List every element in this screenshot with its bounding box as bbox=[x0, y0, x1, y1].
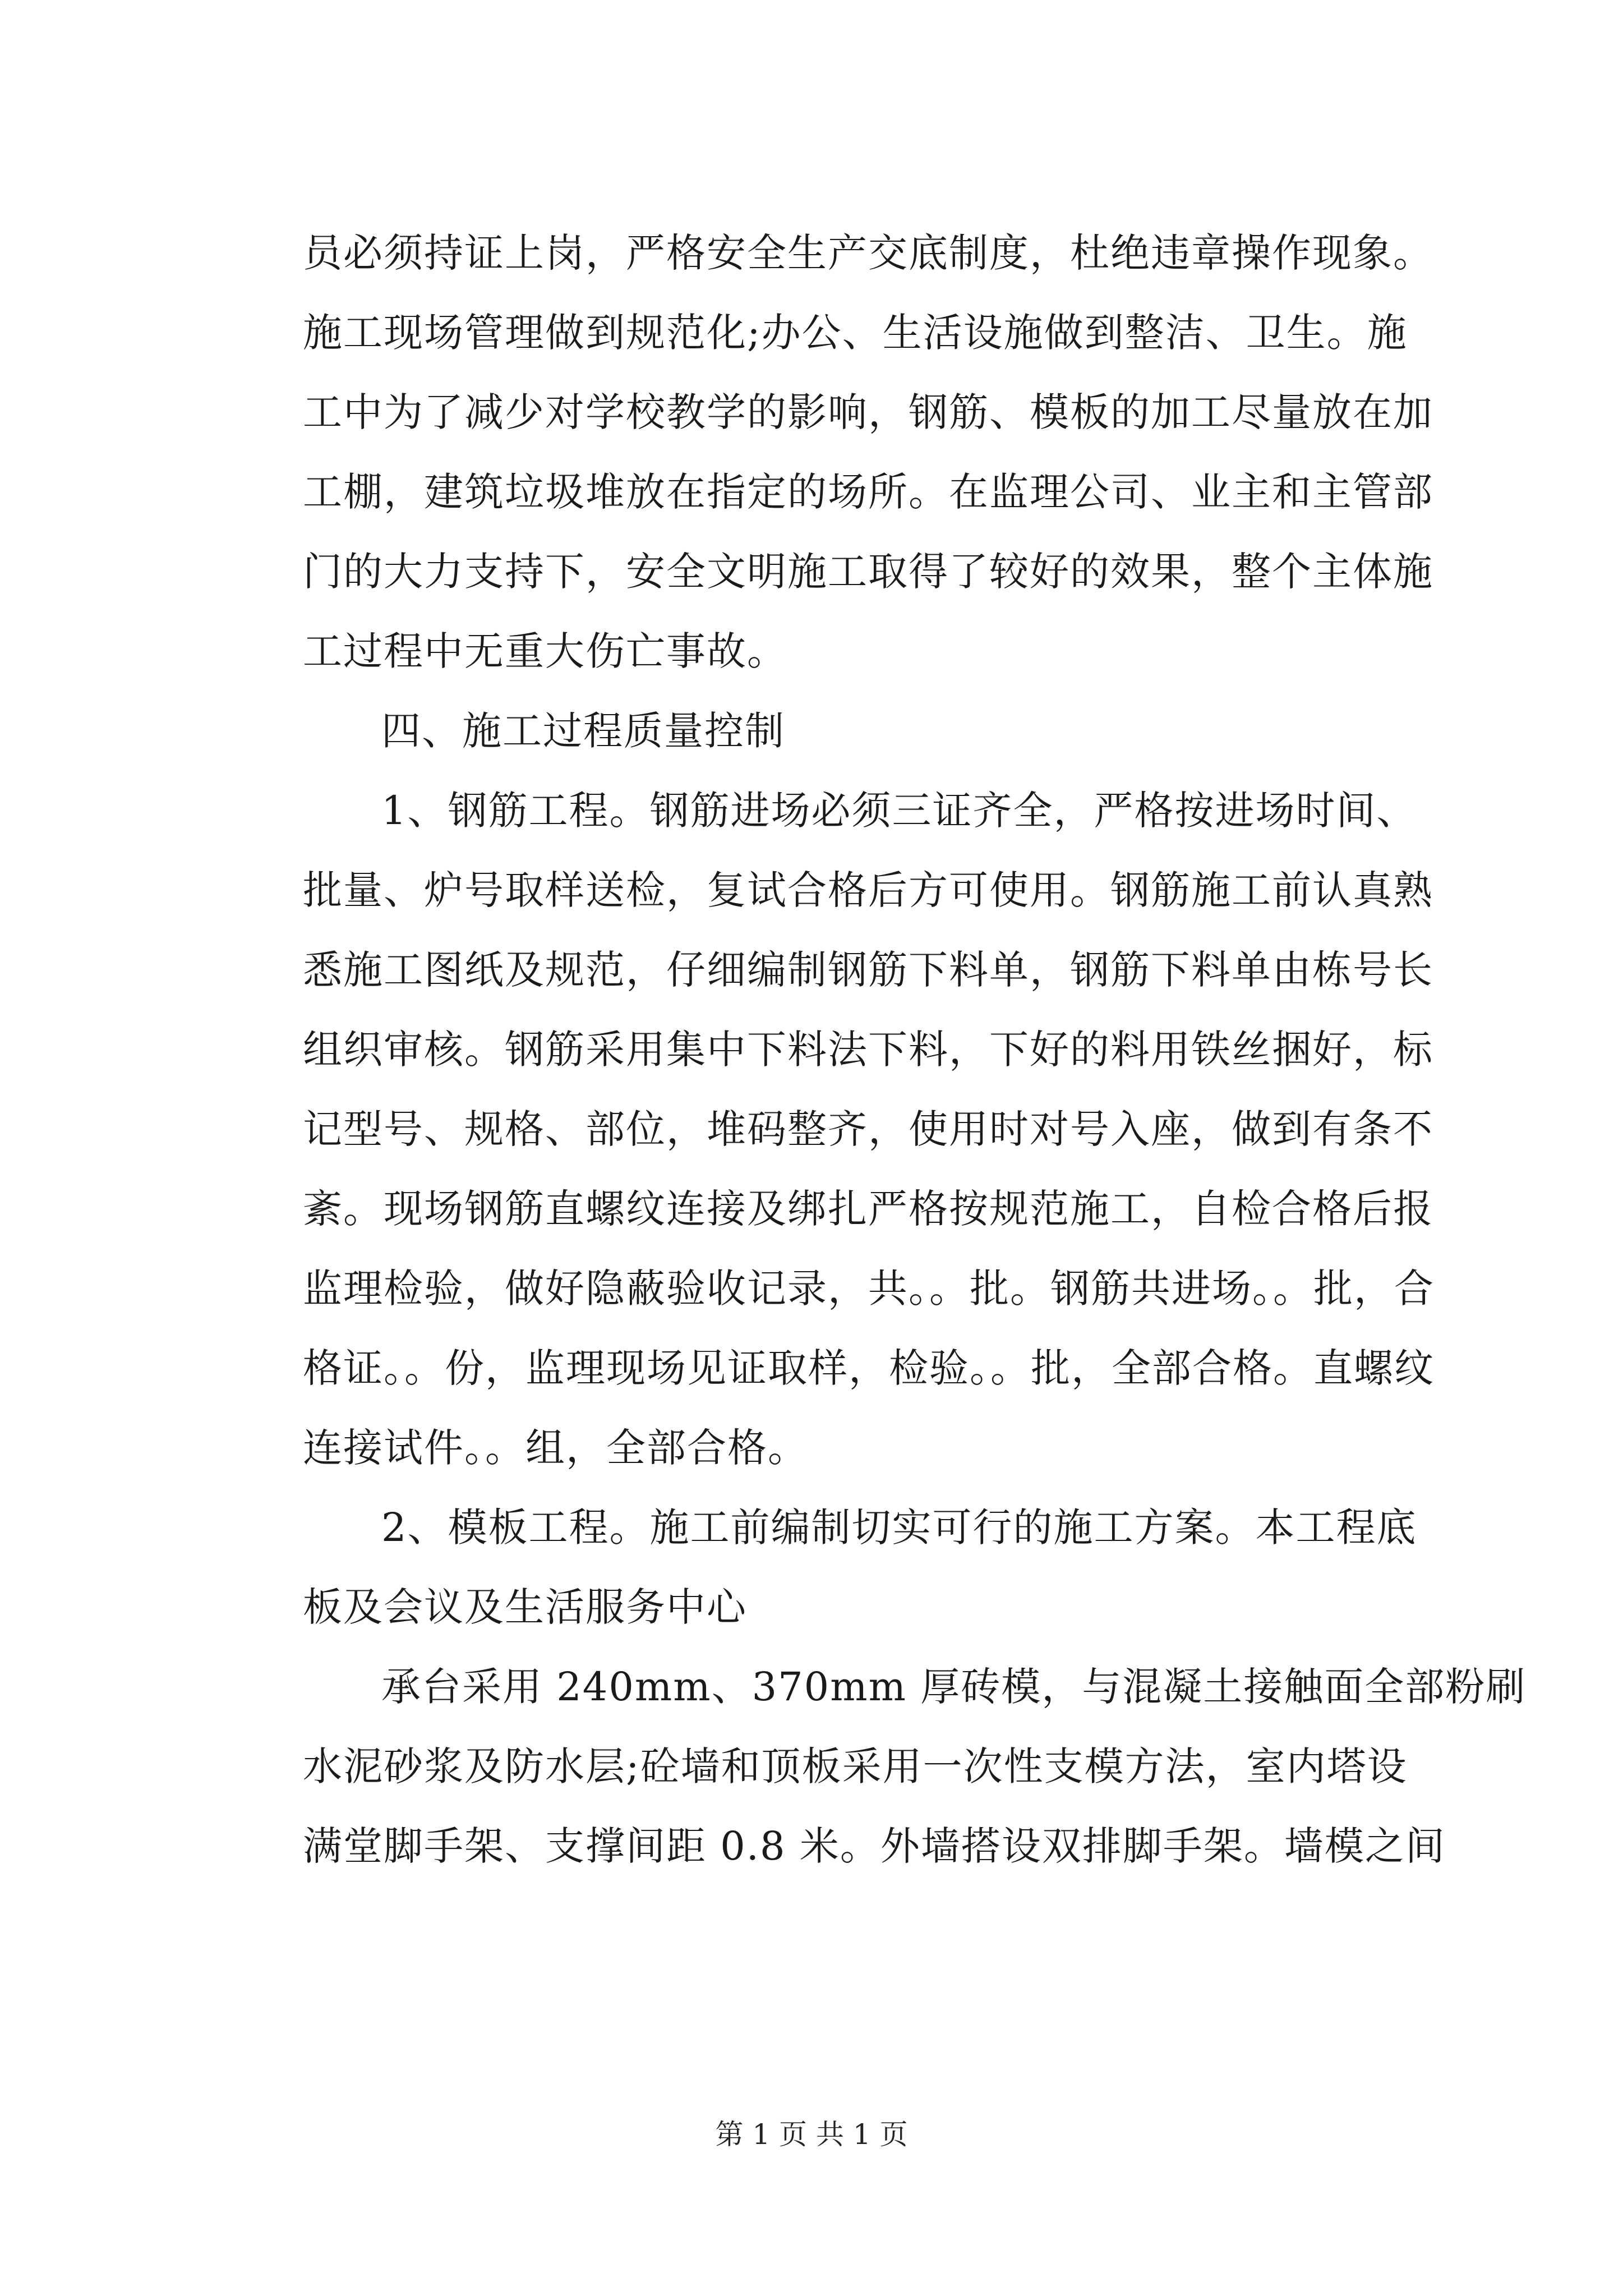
text-line: 工过程中无重大伤亡事故。 bbox=[303, 628, 787, 674]
text-line: 施工现场管理做到规范化;办公、生活设施做到整洁、卫生。施 bbox=[303, 310, 1408, 356]
text-line: 门的大力支持下，安全文明施工取得了较好的效果，整个主体施 bbox=[303, 549, 1433, 595]
text-line: 水泥砂浆及防水层;砼墙和顶板采用一次性支模方法，室内塔设 bbox=[303, 1743, 1408, 1789]
page-footer bbox=[0, 2118, 1623, 2151]
text-line: 员必须持证上岗，严格安全生产交底制度，杜绝违章操作现象。 bbox=[303, 230, 1433, 276]
text-line: 批量、炉号取样送检，复试合格后方可使用。钢筋施工前认真熟 bbox=[303, 867, 1433, 913]
text-line: 监理检验，做好隐蔽验收记录，共。。批。钢筋共进场。。批，合 bbox=[303, 1266, 1435, 1312]
text-line: 2、模板工程。施工前编制切实可行的施工方案。本工程底 bbox=[381, 1504, 1417, 1550]
text-line: 格证。。份，监理现场见证取样，检验。。批，全部合格。直螺纹 bbox=[303, 1345, 1435, 1391]
text-line: 1、钢筋工程。钢筋进场必须三证齐全，严格按进场时间、 bbox=[381, 788, 1417, 834]
page-number-label: 第 1 页 共 1 页 bbox=[715, 2118, 908, 2151]
text-line: 满堂脚手架、支撑间距 0.8 米。外墙搭设双排脚手架。墙模之间 bbox=[303, 1823, 1446, 1869]
text-line: 工棚，建筑垃圾堆放在指定的场所。在监理公司、业主和主管部 bbox=[303, 469, 1433, 515]
text-line: 组织审核。钢筋采用集中下料法下料，下好的料用铁丝捆好，标 bbox=[303, 1027, 1433, 1073]
text-line: 板及会议及生活服务中心 bbox=[303, 1584, 747, 1630]
document-body bbox=[303, 213, 1527, 1886]
text-line: 承台采用 240mm、370mm 厚砖模，与混凝土接触面全部粉刷 bbox=[381, 1664, 1527, 1710]
text-line: 工中为了减少对学校教学的影响，钢筋、模板的加工尽量放在加 bbox=[303, 389, 1433, 435]
text-line: 紊。现场钢筋直螺纹连接及绑扎严格按规范施工，自检合格后报 bbox=[303, 1186, 1433, 1232]
section-heading: 四、施工过程质量控制 bbox=[381, 708, 785, 754]
text-line: 悉施工图纸及规范，仔细编制钢筋下料单，钢筋下料单由栋号长 bbox=[303, 947, 1433, 993]
text-line: 连接试件。。组，全部合格。 bbox=[303, 1425, 808, 1471]
text-line: 记型号、规格、部位，堆码整齐，使用时对号入座，做到有条不 bbox=[303, 1106, 1433, 1152]
